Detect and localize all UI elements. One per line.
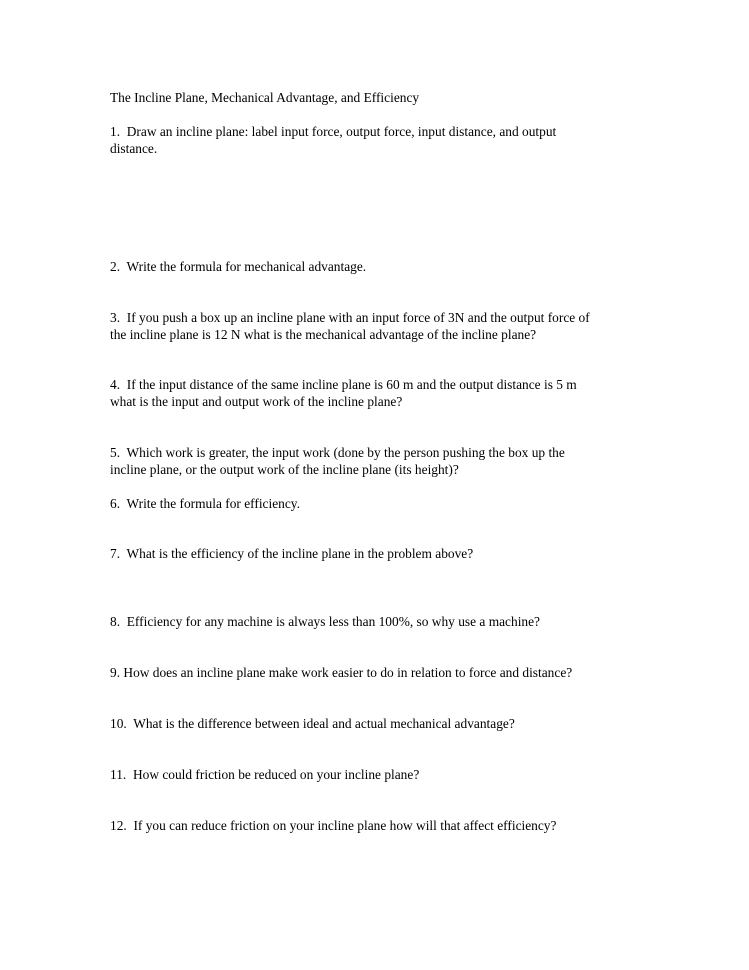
question-text: Efficiency for any machine is always less than 100%, so why use a machine? [126, 614, 540, 629]
question-number: 1. [110, 124, 121, 139]
worksheet-title: The Incline Plane, Mechanical Advantage, and Efficiency [110, 90, 420, 105]
question-number: 11. [110, 767, 127, 782]
question-text: Draw an incline plane: label input force, output force, input distance, and output [126, 124, 557, 139]
question-text: If you push a box up an incline plane with an input force of 3N and the output force of [126, 310, 590, 325]
question-text: How could friction be reduced on your incline plane? [132, 767, 420, 782]
question-number: 7. [110, 546, 121, 561]
question-10 [110, 714, 650, 733]
question-3-line-2: the incline plane is 12 N what is the mechanical advantage of the incline plane? [110, 327, 537, 342]
question-text: If the input distance of the same incline plane is 60 m and the output distance is 5 m [126, 377, 577, 392]
question-11 [110, 765, 650, 784]
question-text: Write the formula for efficiency. [126, 496, 300, 511]
question-2 [110, 257, 650, 276]
question-8 [110, 612, 650, 631]
question-number: 3. [110, 310, 121, 325]
question-number: 10. [110, 716, 127, 731]
question-number: 8. [110, 614, 121, 629]
question-1-line-2: distance. [110, 141, 158, 156]
question-text: Which work is greater, the input work (done by the person pushing the box up the [126, 445, 565, 460]
question-number: 6. [110, 496, 121, 511]
question-number: 12. [110, 818, 127, 833]
question-text: Write the formula for mechanical advantage. [126, 259, 367, 274]
question-9 [110, 663, 650, 682]
question-text: If you can reduce friction on your incline plane how will that affect efficiency? [133, 818, 557, 833]
question-number: 4. [110, 377, 121, 392]
question-6 [110, 494, 650, 513]
question-text: What is the difference between ideal and actual mechanical advantage? [133, 716, 515, 731]
question-5-line-2: incline plane, or the output work of the incline plane (its height)? [110, 462, 459, 477]
question-4-line-2: what is the input and output work of the incline plane? [110, 394, 403, 409]
question-number: 5. [110, 445, 121, 460]
question-text: How does an incline plane make work easier to do in relation to force and distance? [123, 665, 573, 680]
question-number: 2. [110, 259, 121, 274]
question-12 [110, 816, 650, 835]
question-text: What is the efficiency of the incline plane in the problem above? [126, 546, 474, 561]
question-7 [110, 544, 650, 563]
question-number: 9. [110, 665, 121, 680]
